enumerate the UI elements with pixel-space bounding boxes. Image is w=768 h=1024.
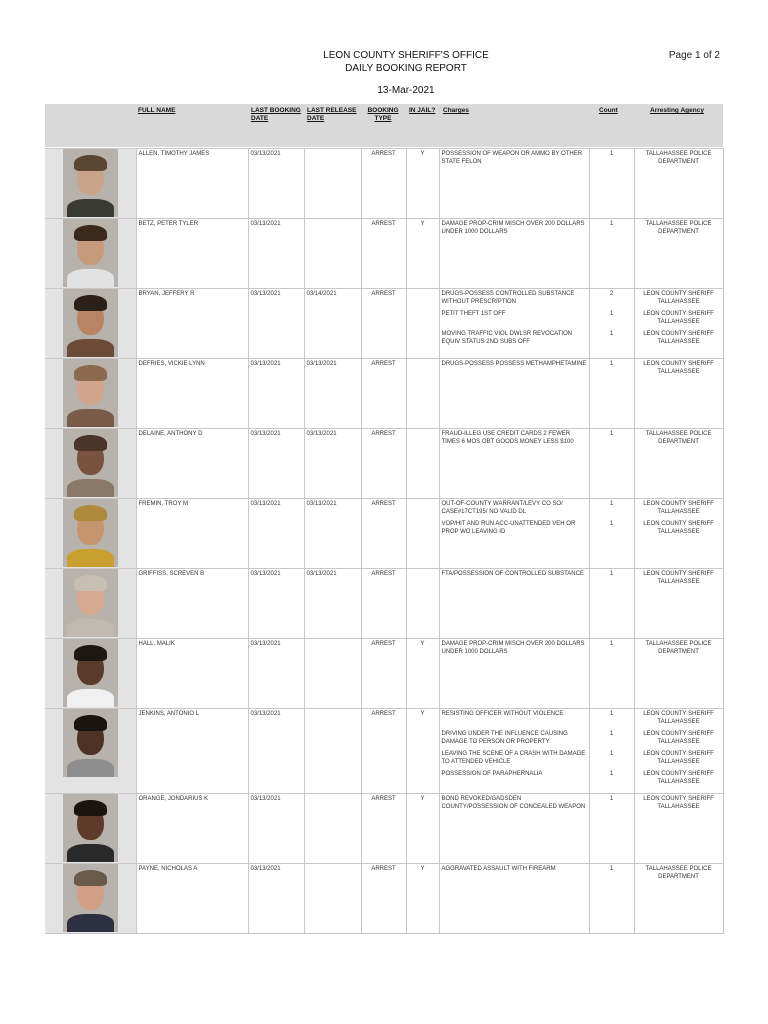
booking-date: 03/13/2021 — [248, 429, 304, 499]
booking-type: ARREST — [361, 219, 406, 289]
mugshot-photo — [63, 359, 118, 427]
mugshot-shirt — [67, 914, 114, 932]
mugshot-cell — [45, 359, 136, 429]
mugshot-shirt — [67, 844, 114, 862]
in-jail-flag: Y — [406, 794, 439, 864]
count-cell — [589, 864, 634, 934]
charges-cell — [439, 639, 589, 709]
booking-date: 03/13/2021 — [248, 794, 304, 864]
mugshot-photo — [63, 864, 118, 932]
arresting-agency: LEON COUNTY SHERIFF TALLAHASSEE — [643, 571, 714, 585]
table-row — [45, 864, 723, 934]
table-row — [45, 569, 723, 639]
release-date — [304, 639, 361, 709]
mugshot-hair — [74, 225, 107, 241]
mugshot-cell — [45, 864, 136, 934]
agency-cell — [634, 794, 723, 864]
mugshot-shirt — [67, 619, 114, 637]
booking-date: 03/13/2021 — [248, 289, 304, 359]
charge-text: AGGRAVATED ASSAULT WITH FIREARM — [441, 866, 556, 872]
mugshot-photo — [63, 289, 118, 357]
mugshot-hair — [74, 870, 107, 886]
mugshot-photo — [63, 499, 118, 567]
charges-cell — [439, 864, 589, 934]
count-cell — [589, 289, 634, 359]
charge-count: 1 — [609, 751, 614, 757]
mugshot-cell — [45, 499, 136, 569]
release-date — [304, 864, 361, 934]
mugshot-photo — [63, 149, 118, 217]
arresting-agency: LEON COUNTY SHERIFF TALLAHASSEE — [643, 291, 714, 305]
mugshot-cell — [45, 569, 136, 639]
report-name: DAILY BOOKING REPORT — [345, 63, 467, 74]
booking-date: 03/13/2021 — [248, 639, 304, 709]
in-jail-flag — [406, 359, 439, 429]
arresting-agency: TALLAHASSEE POLICE DEPARTMENT — [645, 151, 712, 165]
mugshot-cell — [45, 639, 136, 709]
release-date — [304, 219, 361, 289]
charge-text: FRAUD-ILLEG USE CREDIT CARDS 2 FEWER TIMES 6 MOS OBT GOODS MONEY LESS $100 — [441, 431, 574, 445]
arresting-agency: LEON COUNTY SHERIFF TALLAHASSEE — [643, 751, 714, 765]
charge-text: MOVING TRAFFIC VIOL DWLSR REVOCATION EQUIV STATUS 2ND SUBS OFF — [441, 331, 573, 345]
col-last-booking: LAST BOOKING DATE — [251, 107, 301, 122]
office-name: LEON COUNTY SHERIFF'S OFFICE — [323, 50, 489, 61]
arresting-agency: LEON COUNTY SHERIFF TALLAHASSEE — [643, 711, 714, 725]
mugshot-shirt — [67, 759, 114, 777]
col-arresting-agency: Arresting Agency — [650, 107, 704, 114]
mugshot-hair — [74, 365, 107, 381]
mugshot-cell — [45, 794, 136, 864]
person-name: ORANGE, JONDARIUS K — [136, 794, 248, 864]
person-name: FREMIN, TROY M — [136, 499, 248, 569]
table-row — [45, 639, 723, 709]
person-name: GRIFFISS, SCREVEN B — [136, 569, 248, 639]
person-name: BETZ, PETER TYLER — [136, 219, 248, 289]
mugshot-photo — [63, 219, 118, 287]
charge-text: DRUGS-POSSESS POSSESS METHAMPHETAMINE — [441, 361, 587, 367]
person-name: ALLEN, TIMOTHY JAMES — [136, 149, 248, 219]
charge-text: BOND REVOKED/GADSDEN COUNTY/POSSESSION OF CONCEALED WEAPON — [441, 796, 586, 810]
arresting-agency: TALLAHASSEE POLICE DEPARTMENT — [645, 221, 712, 235]
mugshot-shirt — [67, 549, 114, 567]
booking-type: ARREST — [361, 794, 406, 864]
charges-cell — [439, 149, 589, 219]
mugshot-shirt — [67, 269, 114, 287]
booking-date: 03/13/2021 — [248, 219, 304, 289]
mugshot-photo — [63, 569, 118, 637]
mugshot-hair — [74, 575, 107, 591]
booking-type: ARREST — [361, 864, 406, 934]
col-in-jail: IN JAIL? — [409, 107, 436, 114]
booking-date: 03/13/2021 — [248, 569, 304, 639]
count-cell — [589, 429, 634, 499]
booking-type: ARREST — [361, 149, 406, 219]
booking-date: 03/13/2021 — [248, 359, 304, 429]
agency-cell — [634, 289, 723, 359]
mugshot-photo — [63, 794, 118, 862]
booking-table — [45, 148, 724, 934]
person-name: BRYAN, JEFFERY R — [136, 289, 248, 359]
count-cell — [589, 569, 634, 639]
arresting-agency: TALLAHASSEE POLICE DEPARTMENT — [645, 431, 712, 445]
charge-count: 1 — [609, 771, 614, 777]
report-date: 13-Mar-2021 — [377, 85, 435, 96]
arresting-agency: LEON COUNTY SHERIFF TALLAHASSEE — [643, 731, 714, 745]
mugshot-cell — [45, 219, 136, 289]
charge-text: DRIVING UNDER THE INFLUENCE CAUSING DAMAGE TO PERSON OR PROPERTY — [441, 731, 568, 745]
arresting-agency: LEON COUNTY SHERIFF TALLAHASSEE — [643, 771, 714, 785]
person-name: DELAINE, ANTHONY D — [136, 429, 248, 499]
charges-cell — [439, 289, 589, 359]
table-row — [45, 429, 723, 499]
booking-date: 03/13/2021 — [248, 709, 304, 794]
col-charges: Charges — [443, 107, 470, 114]
count-cell — [589, 359, 634, 429]
mugshot-photo — [63, 429, 118, 497]
mugshot-cell — [45, 709, 136, 794]
charge-count: 1 — [609, 866, 614, 872]
release-date: 03/13/2021 — [304, 429, 361, 499]
charge-text: DAMAGE PROP-CRIM MISCH OVER 200 DOLLARS UNDER 1000 DOLLARS — [441, 641, 585, 655]
release-date: 03/14/2021 — [304, 289, 361, 359]
mugshot-shirt — [67, 199, 114, 217]
mugshot-hair — [74, 505, 107, 521]
charge-count: 1 — [609, 521, 614, 527]
in-jail-flag: Y — [406, 149, 439, 219]
charge-text: LEAVING THE SCENE OF A CRASH WITH DAMAGE TO ATTENDED VEHICLE — [441, 751, 586, 765]
charge-count: 1 — [609, 431, 614, 437]
booking-type: ARREST — [361, 499, 406, 569]
mugshot-hair — [74, 435, 107, 451]
mugshot-photo — [63, 639, 118, 707]
charges-cell — [439, 794, 589, 864]
column-header-bar — [45, 104, 723, 147]
charge-text: POSSESSION OF PARAPHERNALIA — [441, 771, 543, 777]
charge-count: 1 — [609, 711, 614, 717]
charge-count: 1 — [609, 796, 614, 802]
charge-count: 1 — [609, 501, 614, 507]
agency-cell — [634, 569, 723, 639]
person-name: HALL, MALIK — [136, 639, 248, 709]
charges-cell — [439, 359, 589, 429]
charge-count: 1 — [609, 311, 614, 317]
booking-type: ARREST — [361, 359, 406, 429]
charges-cell — [439, 569, 589, 639]
charge-text: DAMAGE PROP-CRIM MISCH OVER 200 DOLLARS UNDER 1000 DOLLARS — [441, 221, 585, 235]
count-cell — [589, 709, 634, 794]
release-date: 03/13/2021 — [304, 359, 361, 429]
arresting-agency: LEON COUNTY SHERIFF TALLAHASSEE — [643, 796, 714, 810]
person-name: JENKINS, ANTONIO L — [136, 709, 248, 794]
col-full-name: FULL NAME — [138, 107, 176, 114]
count-cell — [589, 149, 634, 219]
agency-cell — [634, 709, 723, 794]
col-last-release: LAST RELEASE DATE — [307, 107, 357, 122]
page-number: Page 1 of 2 — [668, 50, 720, 61]
col-count: Count — [599, 107, 618, 114]
charges-cell — [439, 429, 589, 499]
mugshot-hair — [74, 155, 107, 171]
charge-count: 1 — [609, 641, 614, 647]
in-jail-flag: Y — [406, 219, 439, 289]
agency-cell — [634, 219, 723, 289]
agency-cell — [634, 864, 723, 934]
mugshot-shirt — [67, 339, 114, 357]
mugshot-cell — [45, 289, 136, 359]
charge-text: POSSESSION OF WEAPON OR AMMO BY OTHER STATE FELON — [441, 151, 583, 165]
mugshot-hair — [74, 645, 107, 661]
in-jail-flag: Y — [406, 709, 439, 794]
in-jail-flag — [406, 569, 439, 639]
charge-text: VOP/HIT AND RUN ACC-UNATTENDED VEH OR PROP WO LEAVING ID — [441, 521, 576, 535]
booking-date: 03/13/2021 — [248, 499, 304, 569]
agency-cell — [634, 499, 723, 569]
table-row — [45, 219, 723, 289]
table-row — [45, 149, 723, 219]
charges-cell — [439, 219, 589, 289]
table-row — [45, 499, 723, 569]
person-name: DEFRIES, VICKIE LYNN — [136, 359, 248, 429]
charge-count: 1 — [609, 361, 614, 367]
charge-text: OUT-OF-COUNTY WARRANT/LEVY CO SO/ CASE#17CT195/ NO VALID DL — [441, 501, 563, 515]
charge-count: 1 — [609, 571, 614, 577]
release-date: 03/13/2021 — [304, 499, 361, 569]
arresting-agency: LEON COUNTY SHERIFF TALLAHASSEE — [643, 521, 714, 535]
charge-text: FTA/POSSESSION OF CONTROLLED SUBSTANCE — [441, 571, 584, 577]
charge-count: 1 — [609, 151, 614, 157]
booking-type: ARREST — [361, 709, 406, 794]
release-date: 03/13/2021 — [304, 569, 361, 639]
booking-type: ARREST — [361, 569, 406, 639]
in-jail-flag — [406, 289, 439, 359]
agency-cell — [634, 359, 723, 429]
arresting-agency: LEON COUNTY SHERIFF TALLAHASSEE — [643, 311, 714, 325]
arresting-agency: LEON COUNTY SHERIFF TALLAHASSEE — [643, 331, 714, 345]
table-row — [45, 709, 723, 794]
agency-cell — [634, 639, 723, 709]
charge-count: 1 — [609, 731, 614, 737]
table-row — [45, 289, 723, 359]
mugshot-hair — [74, 800, 107, 816]
agency-cell — [634, 149, 723, 219]
release-date — [304, 794, 361, 864]
mugshot-shirt — [67, 689, 114, 707]
table-row — [45, 794, 723, 864]
mugshot-hair — [74, 295, 107, 311]
table-row — [45, 359, 723, 429]
in-jail-flag — [406, 499, 439, 569]
charges-cell — [439, 499, 589, 569]
mugshot-photo — [63, 709, 118, 777]
charge-count: 1 — [609, 221, 614, 227]
charge-count: 1 — [609, 331, 614, 337]
charge-text: RESISTING OFFICER WITHOUT VIOLENCE — [441, 711, 564, 717]
charge-text: DRUGS-POSSESS CONTROLLED SUBSTANCE WITHOUT PRESCRIPTION — [441, 291, 575, 305]
arresting-agency: LEON COUNTY SHERIFF TALLAHASSEE — [643, 361, 714, 375]
release-date — [304, 149, 361, 219]
count-cell — [589, 639, 634, 709]
agency-cell — [634, 429, 723, 499]
mugshot-cell — [45, 429, 136, 499]
col-booking-type: BOOKING TYPE — [367, 107, 399, 122]
mugshot-hair — [74, 715, 107, 731]
mugshot-cell — [45, 149, 136, 219]
in-jail-flag — [406, 429, 439, 499]
person-name: PAYNE, NICHOLAS A — [136, 864, 248, 934]
booking-type: ARREST — [361, 429, 406, 499]
arresting-agency: TALLAHASSEE POLICE DEPARTMENT — [645, 641, 712, 655]
arresting-agency: TALLAHASSEE POLICE DEPARTMENT — [645, 866, 712, 880]
mugshot-shirt — [67, 479, 114, 497]
count-cell — [589, 219, 634, 289]
booking-type: ARREST — [361, 639, 406, 709]
charges-cell — [439, 709, 589, 794]
in-jail-flag: Y — [406, 639, 439, 709]
booking-date: 03/13/2021 — [248, 149, 304, 219]
release-date — [304, 709, 361, 794]
arresting-agency: LEON COUNTY SHERIFF TALLAHASSEE — [643, 501, 714, 515]
count-cell — [589, 499, 634, 569]
booking-type: ARREST — [361, 289, 406, 359]
booking-date: 03/13/2021 — [248, 864, 304, 934]
count-cell — [589, 794, 634, 864]
mugshot-shirt — [67, 409, 114, 427]
charge-count: 2 — [609, 291, 614, 297]
in-jail-flag: Y — [406, 864, 439, 934]
charge-text: PETIT THEFT 1ST OFF — [441, 311, 506, 317]
